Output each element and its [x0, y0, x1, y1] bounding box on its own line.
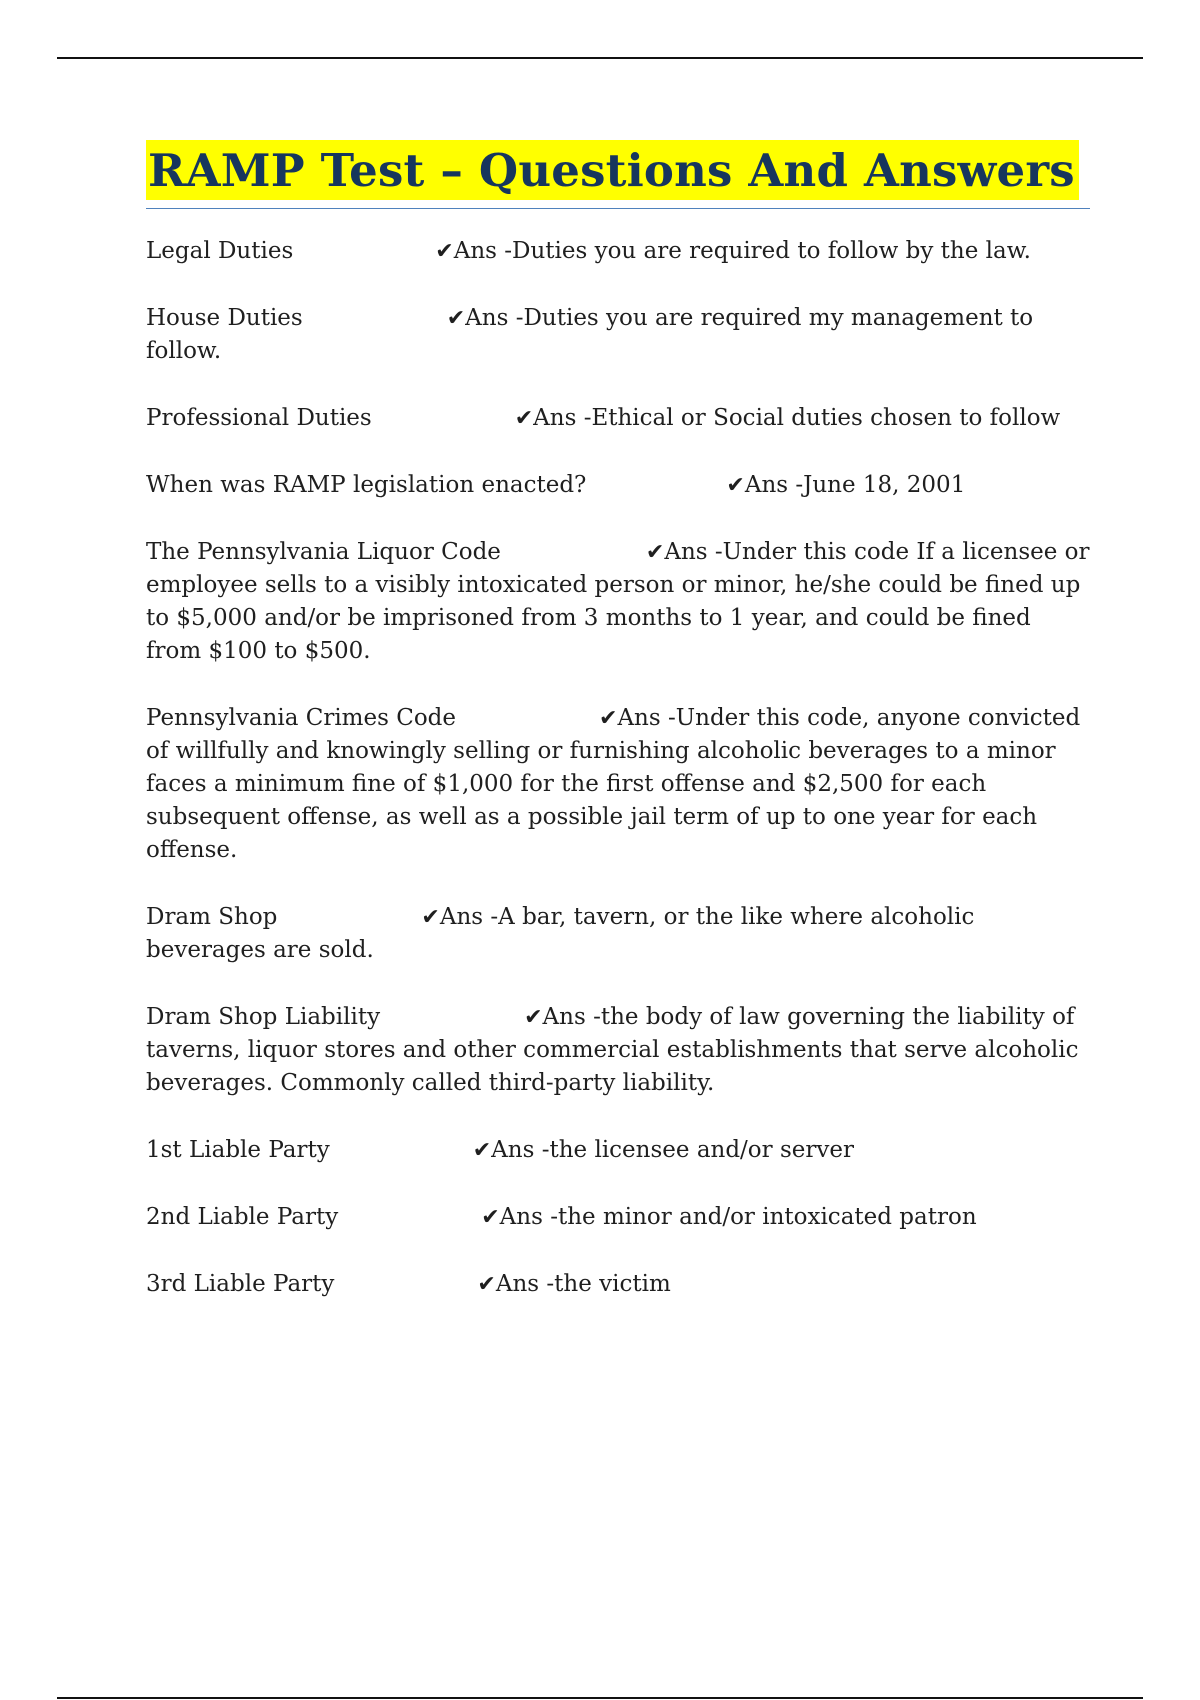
check-icon: ✔	[524, 1005, 543, 1030]
question-text: 1st Liable Party	[146, 1137, 330, 1163]
qa-item-house-duties	[146, 302, 1090, 368]
check-icon: ✔	[477, 1272, 496, 1297]
qa-item-dram-shop-liability	[146, 1001, 1090, 1100]
answer-text: Ans -the minor and/or intoxicated patron	[499, 1204, 977, 1230]
answer-text: Ans -Under this code, anyone convicted of willfully and knowingly selling or furnishing alcoholic beverages to a minor faces a minimum fine of $1,000 for the first offense and $2,500 for each subsequent offense, as well as a possible jail term of up to one year for each offense.	[146, 705, 1081, 863]
answer-text: Ans -Duties you are required to follow by the law.	[453, 238, 1031, 264]
check-icon: ✔	[472, 1138, 492, 1163]
question-text: Pennsylvania Crimes Code	[146, 705, 456, 731]
answer-text: Ans -Under this code If a licensee or employee sells to a visibly intoxicated person or minor, he/she could be fined up to $5,000 and/or be imprisoned from 3 months to 1 year, and could be fined from $100 to $500.	[146, 539, 1090, 664]
check-icon: ✔	[435, 239, 454, 264]
answer-text: Ans -the body of law governing the liability of taverns, liquor stores and other commercial establishments that serve alcoholic beverages. Commonly called third-party liability.	[146, 1004, 1079, 1096]
question-text: Professional Duties	[146, 405, 372, 431]
question-text: Dram Shop	[146, 904, 278, 930]
qa-item-3rd-liable-party	[146, 1268, 1090, 1301]
question-text: 2nd Liable Party	[146, 1204, 339, 1230]
question-text: Legal Duties	[146, 238, 294, 264]
title-block	[146, 140, 1090, 209]
qa-item-legal-duties	[146, 235, 1090, 268]
check-icon: ✔	[446, 306, 466, 331]
question-text: 3rd Liable Party	[146, 1271, 335, 1297]
bottom-page-rule	[57, 1697, 1143, 1699]
top-page-rule	[57, 57, 1143, 59]
check-icon: ✔	[514, 406, 534, 431]
page-title: RAMP Test – Questions And Answers	[146, 140, 1079, 200]
question-text: The Pennsylvania Liquor Code	[146, 539, 501, 565]
answer-text: Ans -Duties you are required my management to follow.	[146, 305, 1034, 364]
check-icon: ✔	[599, 706, 618, 731]
document-body	[146, 140, 1090, 1335]
answer-text: Ans -June 18, 2001	[744, 472, 966, 498]
check-icon: ✔	[645, 540, 665, 565]
question-text: House Duties	[146, 305, 303, 331]
qa-item-pa-liquor-code	[146, 536, 1090, 668]
check-icon: ✔	[726, 473, 745, 498]
question-text: Dram Shop Liability	[146, 1004, 381, 1030]
answer-text: Ans -Ethical or Social duties chosen to follow	[533, 405, 1061, 431]
qa-item-ramp-legislation	[146, 469, 1090, 502]
qa-item-1st-liable-party	[146, 1134, 1090, 1167]
check-icon: ✔	[481, 1205, 500, 1230]
answer-text: Ans -A bar, tavern, or the like where alcoholic beverages are sold.	[146, 904, 975, 963]
qa-item-2nd-liable-party	[146, 1201, 1090, 1234]
qa-item-professional-duties	[146, 402, 1090, 435]
question-text: When was RAMP legislation enacted?	[146, 472, 587, 498]
qa-item-dram-shop	[146, 901, 1090, 967]
answer-text: Ans -the victim	[495, 1271, 671, 1297]
check-icon: ✔	[421, 905, 440, 930]
qa-item-pa-crimes-code	[146, 702, 1090, 867]
answer-text: Ans -the licensee and/or server	[491, 1137, 854, 1163]
